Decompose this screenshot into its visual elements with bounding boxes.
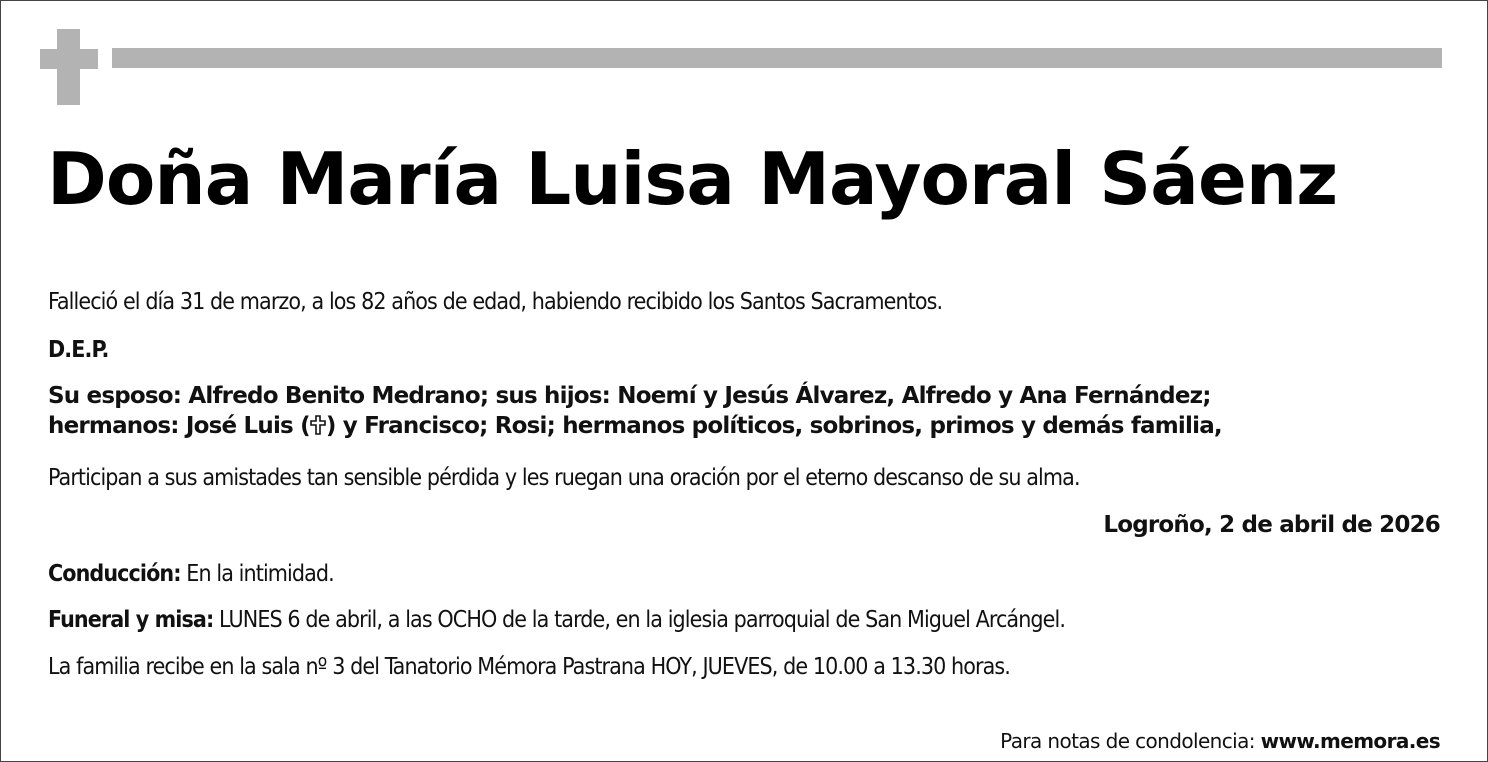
deceased-name: Doña María Luisa Mayoral Sáenz — [47, 137, 1338, 221]
conduction-label: Conducción: — [48, 561, 181, 587]
place-date: Logroño, 2 de abril de 2026 — [1103, 512, 1440, 538]
family-list — [48, 381, 1222, 441]
cross-icon — [40, 29, 98, 105]
conduction-line — [48, 559, 334, 589]
dep-label: D.E.P. — [48, 337, 109, 363]
condolence-footer — [1000, 727, 1440, 755]
family-line-2 — [48, 411, 1222, 441]
family-line-2-end: ) y Francisco; Rosi; hermanos políticos, sobrinos, primos y demás familia, — [325, 413, 1222, 439]
family-line-2-start: hermanos: José Luis ( — [48, 413, 310, 439]
funeral-value: LUNES 6 de abril, a las OCHO de la tarde, en la iglesia parroquial de San Miguel Arcángel. — [213, 607, 1066, 633]
death-announcement: Falleció el día 31 de marzo, a los 82 años de edad, habiendo recibido los Santos Sacramentos. — [48, 289, 943, 315]
condolence-label: Para notas de condolencia: — [1000, 729, 1261, 753]
funeral-line — [48, 605, 1065, 635]
header-rule — [112, 48, 1442, 68]
funeral-label: Funeral y misa: — [48, 607, 214, 633]
participation-text: Participan a sus amistades tan sensible pérdida y les ruegan una oración por el eterno descanso de su alma. — [48, 465, 1080, 491]
condolence-link[interactable]: www.memora.es — [1260, 729, 1440, 753]
family-line-1: Su esposo: Alfredo Benito Medrano; sus hijos: Noemí y Jesús Álvarez, Alfredo y Ana Fernández; — [48, 383, 1211, 409]
wake-info: La familia recibe en la sala nº 3 del Tanatorio Mémora Pastrana HOY, JUEVES, de 10.00 a 13.30 horas. — [48, 654, 1010, 680]
conduction-value: En la intimidad. — [180, 561, 334, 587]
cross-icon — [310, 415, 326, 435]
